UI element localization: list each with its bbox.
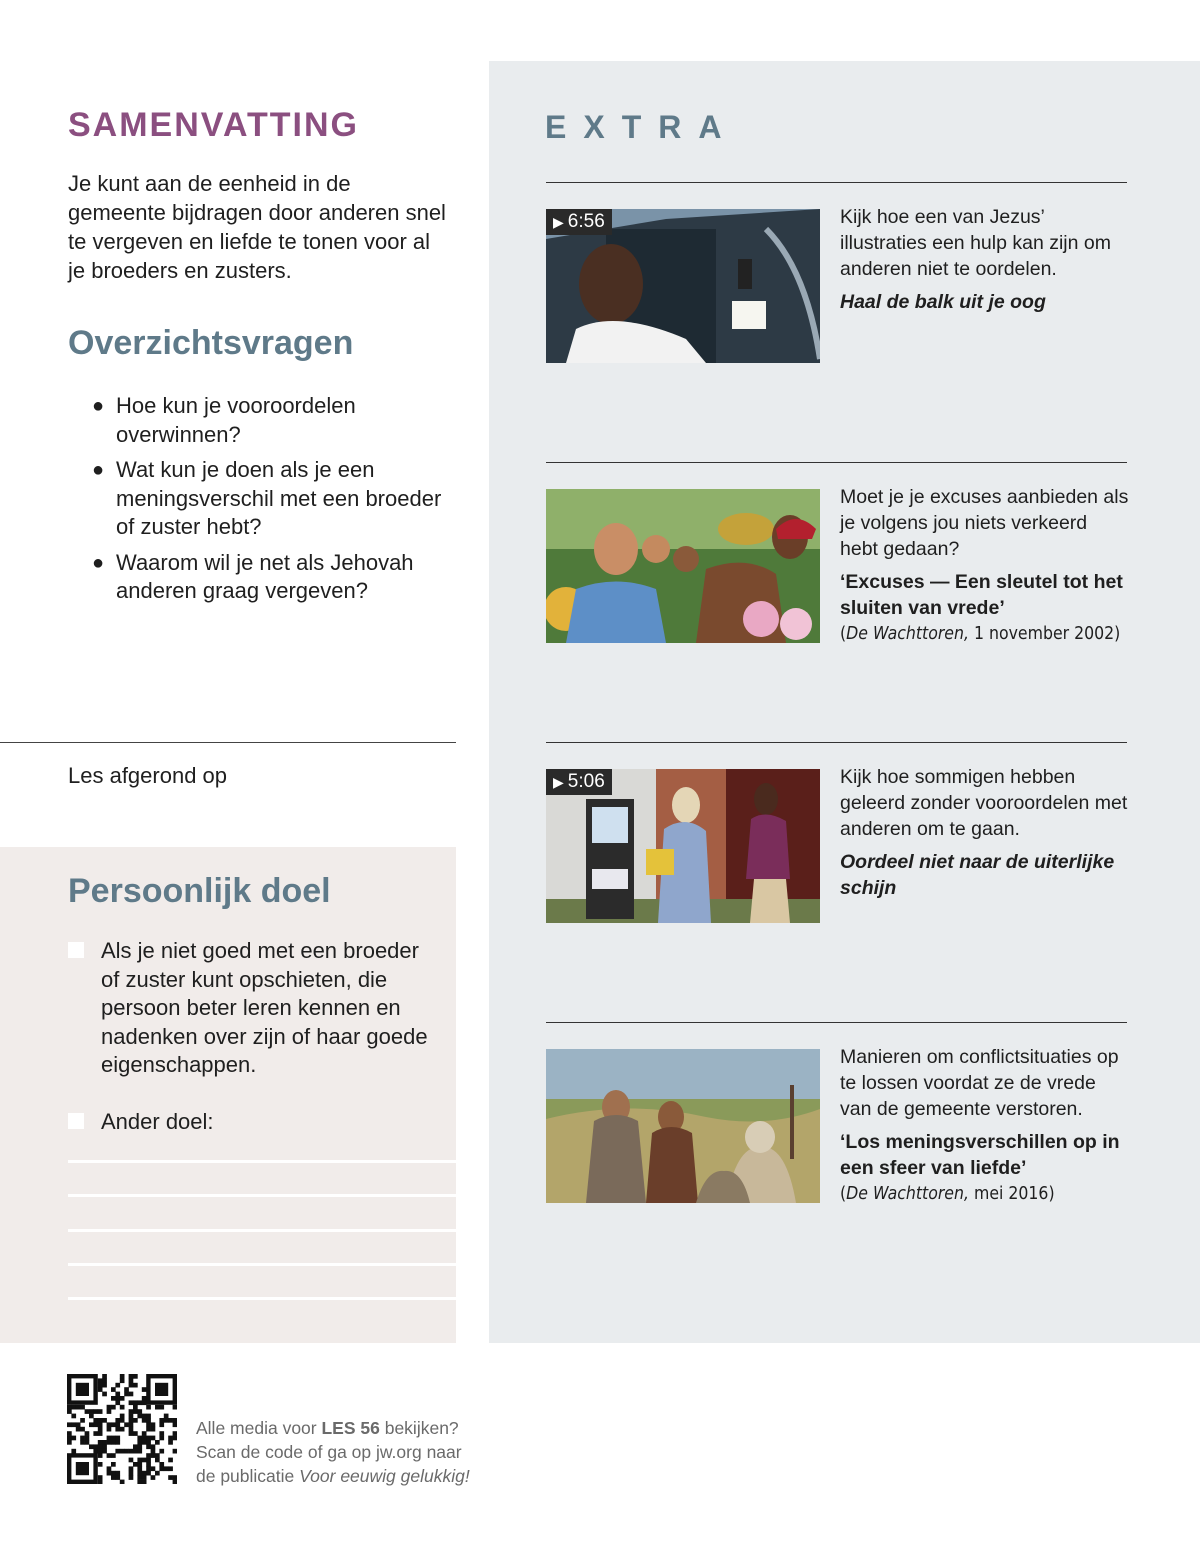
video-duration-badge: ▶ 5:06 — [546, 769, 612, 795]
review-question — [92, 549, 462, 606]
extra-item-description: Kijk hoe sommigen hebben geleerd zonder vooroordelen met anderen om te gaan. — [840, 766, 1128, 840]
publication-name: Voor eeuwig gelukkig! — [299, 1466, 470, 1486]
bullet-icon: ● — [92, 459, 105, 481]
article-thumbnail[interactable] — [546, 1049, 820, 1203]
video-link[interactable]: Haal de balk uit je oog — [840, 291, 1046, 313]
extra-panel — [489, 61, 1200, 1343]
write-line[interactable] — [68, 1194, 456, 1197]
footer-line-2: Scan de code of ga op jw.org naar — [196, 1442, 462, 1462]
review-question — [92, 456, 462, 542]
publication-name: De Wachttoren, — [846, 1184, 969, 1204]
article-link[interactable]: ‘Los meningsverschillen op in een sfeer van liefde’ — [840, 1131, 1120, 1179]
goal-item-text: Ander doel: — [101, 1109, 214, 1134]
review-question-text: Wat kun je doen als je een meningsverschil met een broeder of zuster hebt? — [116, 457, 442, 539]
divider — [0, 742, 456, 743]
footer-media-note — [196, 1416, 470, 1488]
video-thumbnail[interactable] — [546, 769, 820, 923]
extra-item-description: Kijk hoe een van Jezus’ illustraties een hulp kan zijn om anderen niet te oordelen. — [840, 206, 1111, 280]
goal-item — [68, 1108, 428, 1137]
play-icon: ▶ — [553, 774, 564, 790]
article-link[interactable]: ‘Excuses — Een sleutel tot het sluiten van vrede’ — [840, 571, 1123, 619]
play-icon: ▶ — [553, 214, 564, 230]
article-reference: (De Wachttoren, mei 2016) — [840, 1184, 1055, 1204]
extra-item-text — [840, 204, 1130, 315]
publication-name: De Wachttoren, — [846, 624, 969, 644]
goal-item-text: Als je niet goed met een broeder of zuster kunt opschieten, die persoon beter leren kennen en nadenken over zijn of haar goede eigenschappen. — [101, 938, 428, 1077]
divider — [546, 1022, 1127, 1023]
personal-goal-title: Persoonlijk doel — [68, 872, 331, 910]
bullet-icon: ● — [92, 551, 105, 574]
extra-item-description: Moet je je excuses aanbieden als je volgens jou niets verkeerd hebt gedaan? — [840, 486, 1129, 560]
review-questions-list — [92, 392, 462, 613]
review-question-text: Waarom wil je net als Jehovah anderen graag vergeven? — [116, 549, 414, 603]
checkbox[interactable] — [68, 942, 84, 958]
divider — [546, 742, 1127, 743]
write-line[interactable] — [68, 1160, 456, 1163]
write-line[interactable] — [68, 1263, 456, 1266]
article-thumbnail[interactable] — [546, 489, 820, 643]
extra-item-text — [840, 1044, 1130, 1207]
personal-goal-panel — [0, 847, 456, 1343]
qr-code[interactable] — [67, 1374, 177, 1484]
review-title: Overzichtsvragen — [68, 324, 354, 362]
footer-line-3: de publicatie Voor eeuwig gelukkig! — [196, 1466, 470, 1486]
extra-item-text — [840, 764, 1130, 901]
video-duration-badge: ▶ 6:56 — [546, 209, 612, 235]
video-thumbnail[interactable] — [546, 209, 820, 363]
article-reference: (De Wachttoren, 1 november 2002) — [840, 624, 1121, 644]
review-question-text: Hoe kun je vooroordelen overwinnen? — [116, 393, 356, 447]
video-link[interactable]: Oordeel niet naar de uiterlijke schijn — [840, 851, 1115, 899]
extra-item-text — [840, 484, 1130, 647]
bullet-icon: ● — [92, 395, 105, 417]
extra-item-description: Manieren om conflictsituaties op te lossen voordat ze de vrede van de gemeente verstoren. — [840, 1046, 1119, 1120]
extra-title: EXTRA — [545, 109, 739, 145]
divider — [546, 462, 1127, 463]
review-question — [92, 392, 462, 449]
checkbox[interactable] — [68, 1113, 84, 1129]
divider — [546, 182, 1127, 183]
footer-line-1: Alle media voor LES 56 bekijken? — [196, 1418, 459, 1438]
goal-item — [68, 937, 428, 1080]
lesson-completed-label: Les afgerond op — [68, 763, 228, 788]
summary-text: Je kunt aan de eenheid in de gemeente bijdragen door anderen snel te vergeven en liefde te tonen voor al je broeders en zusters. — [68, 171, 446, 283]
write-line[interactable] — [68, 1229, 456, 1232]
summary-title: SAMENVATTING — [68, 106, 359, 144]
write-line[interactable] — [68, 1297, 456, 1300]
